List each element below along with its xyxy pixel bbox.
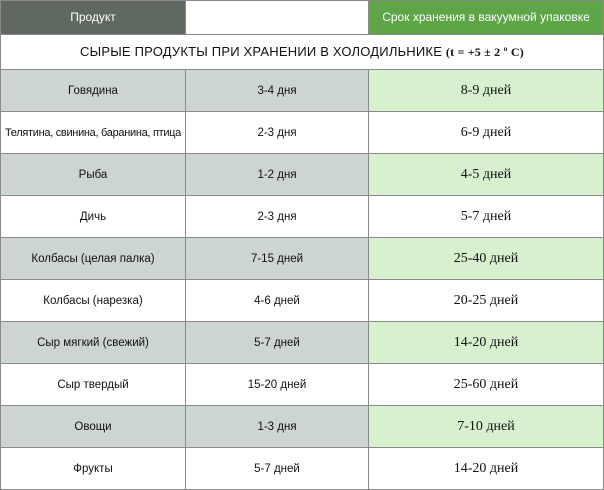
product-cell: Сыр мягкий (свежий): [1, 322, 186, 364]
normal-term-cell: 5-7 дней: [186, 448, 369, 490]
product-cell: Колбасы (нарезка): [1, 280, 186, 322]
table-row: [1, 322, 604, 364]
table-row: [1, 364, 604, 406]
section-formula: (t = +5 ± 2 º С): [445, 45, 524, 59]
vacuum-term-cell: 6-9 дней: [369, 112, 604, 154]
vacuum-term-cell: 7-10 дней: [369, 406, 604, 448]
vacuum-term-cell: 14-20 дней: [369, 322, 604, 364]
table-row: [1, 406, 604, 448]
normal-term-cell: 1-3 дня: [186, 406, 369, 448]
section-title-text: СЫРЫЕ ПРОДУКТЫ ПРИ ХРАНЕНИИ В ХОЛОДИЛЬНИКЕ: [80, 44, 443, 59]
table-row: [1, 70, 604, 112]
product-cell: Дичь: [1, 196, 186, 238]
section-title: [1, 35, 604, 70]
product-cell: Овощи: [1, 406, 186, 448]
normal-term-cell: 2-3 дня: [186, 196, 369, 238]
header-row: [1, 1, 604, 35]
vacuum-term-cell: 4-5 дней: [369, 154, 604, 196]
vacuum-term-cell: 20-25 дней: [369, 280, 604, 322]
normal-term-cell: 7-15 дней: [186, 238, 369, 280]
header-vacuum: Срок хранения в вакуумной упаковке: [369, 1, 604, 35]
header-normal: Срок хранения в обычных условиях: [186, 1, 369, 35]
normal-term-cell: 15-20 дней: [186, 364, 369, 406]
vacuum-term-cell: 5-7 дней: [369, 196, 604, 238]
table-row: [1, 238, 604, 280]
normal-term-cell: 3-4 дня: [186, 70, 369, 112]
vacuum-term-cell: 25-40 дней: [369, 238, 604, 280]
product-cell: Сыр твердый: [1, 364, 186, 406]
vacuum-term-cell: 25-60 дней: [369, 364, 604, 406]
vacuum-term-cell: 14-20 дней: [369, 448, 604, 490]
product-cell: Колбасы (целая палка): [1, 238, 186, 280]
normal-term-cell: 1-2 дня: [186, 154, 369, 196]
normal-term-cell: 2-3 дня: [186, 112, 369, 154]
product-cell: Говядина: [1, 70, 186, 112]
product-cell: Телятина, свинина, баранина, птица: [1, 112, 186, 154]
table-row: [1, 448, 604, 490]
product-cell: Фрукты: [1, 448, 186, 490]
table-row: [1, 154, 604, 196]
table-row: [1, 280, 604, 322]
header-product: Продукт: [1, 1, 186, 35]
table-row: [1, 112, 604, 154]
product-cell: Рыба: [1, 154, 186, 196]
normal-term-cell: 4-6 дней: [186, 280, 369, 322]
section-row: [1, 35, 604, 70]
vacuum-term-cell: 8-9 дней: [369, 70, 604, 112]
table-row: [1, 196, 604, 238]
normal-term-cell: 5-7 дней: [186, 322, 369, 364]
